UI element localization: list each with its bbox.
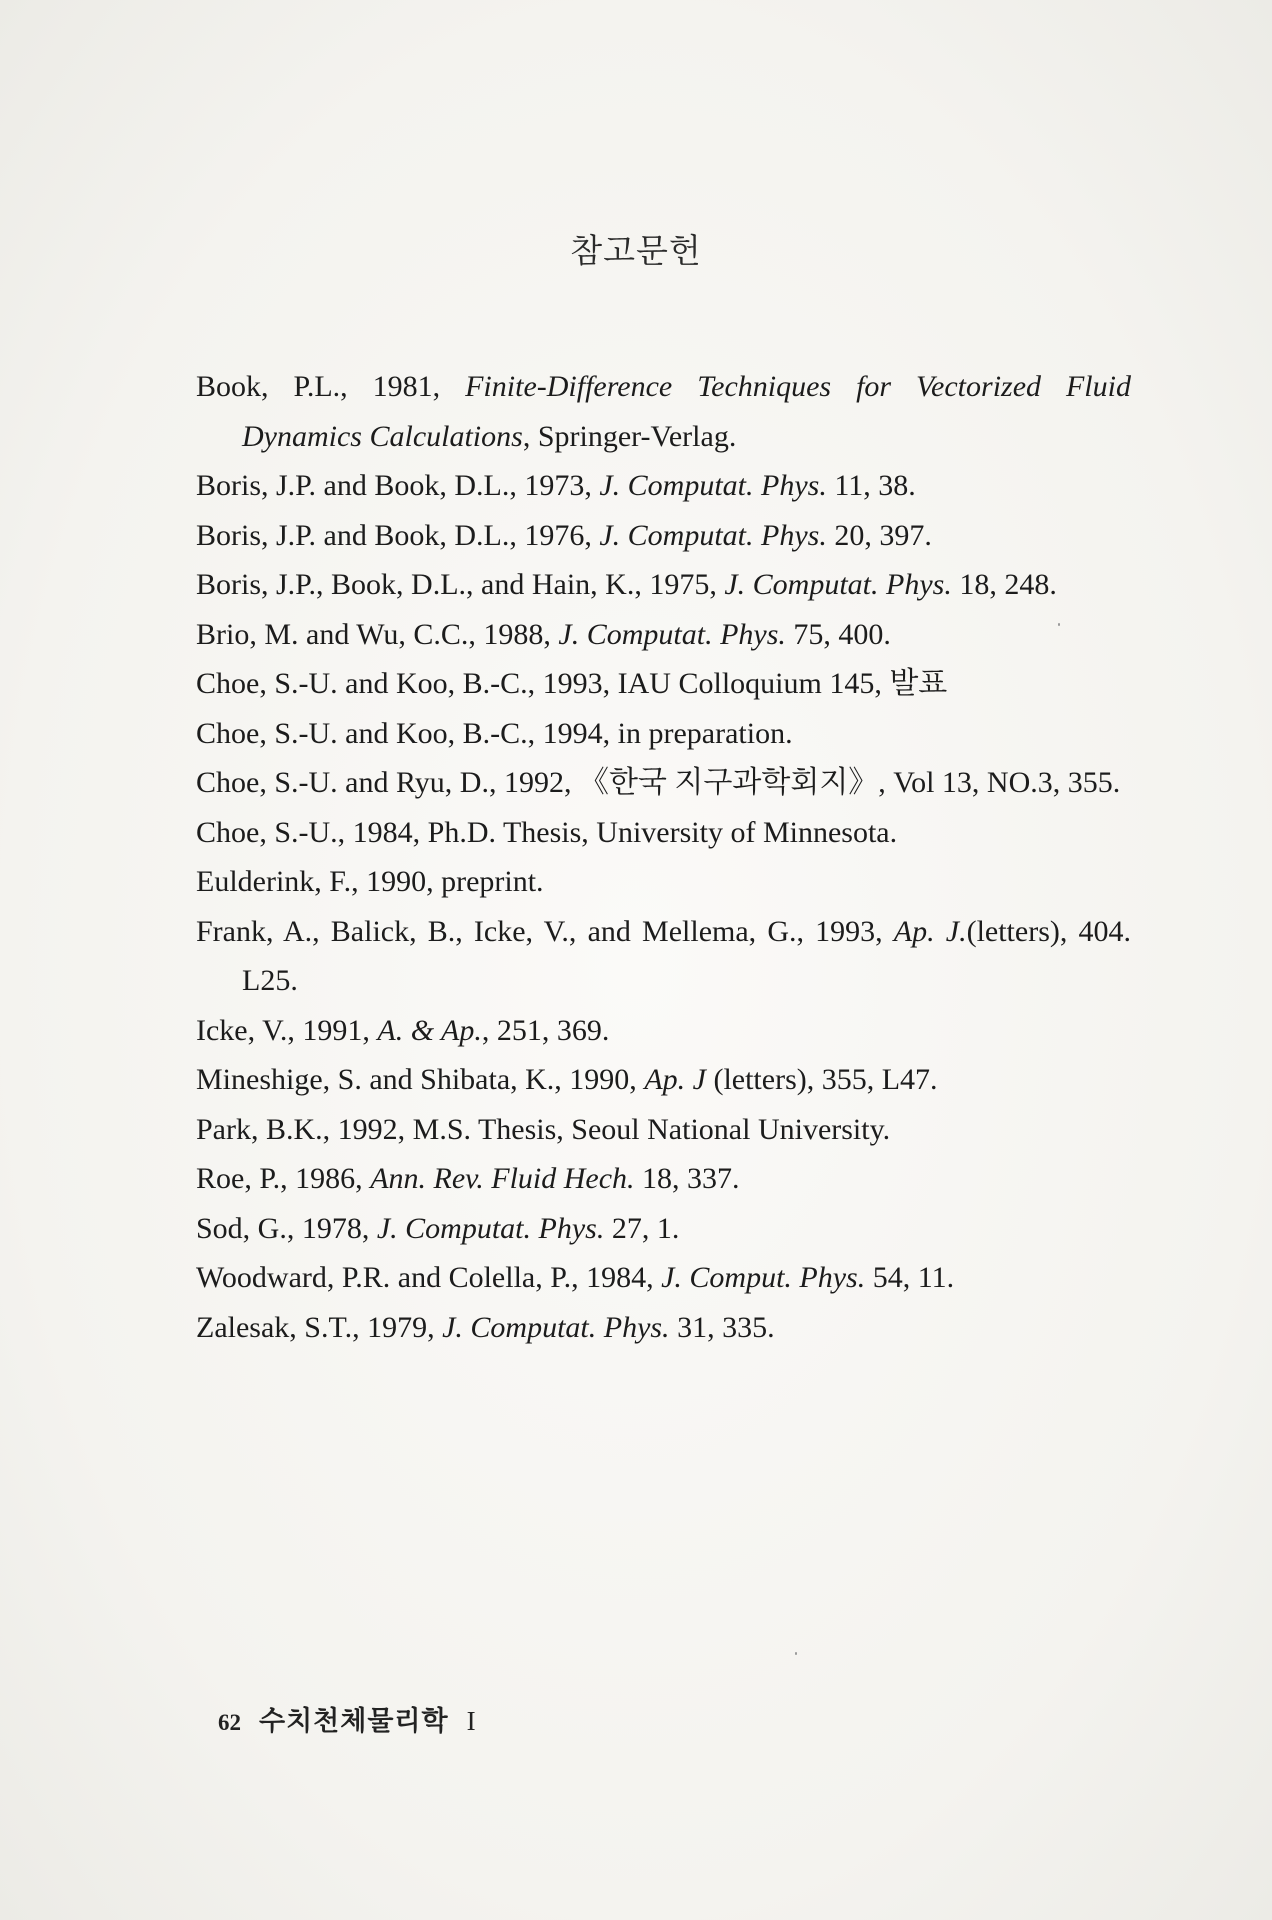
reference-item: Book, P.L., 1981, Finite-Difference Techniques for Vectorized Fluid Dynamics Calculations, Springer-Verlag. <box>196 370 1131 453</box>
reference-item: Choe, S.-U. and Ryu, D., 1992, 《한국 지구과학회지》, Vol 13, NO.3, 355. <box>196 766 1121 799</box>
reference-item: Park, B.K., 1992, M.S. Thesis, Seoul National University. <box>196 1112 891 1146</box>
volume-number: I <box>466 1706 476 1736</box>
reference-item: Boris, J.P. and Book, D.L., 1973, J. Computat. Phys. 11, 38. <box>196 469 916 502</box>
reference-item: Brio, M. and Wu, C.C., 1988, J. Computat. Phys. 75, 400. <box>196 617 891 651</box>
reference-item: Roe, P., 1986, Ann. Rev. Fluid Hech. 18, 337. <box>196 1162 740 1195</box>
reference-item: Boris, J.P. and Book, D.L., 1976, J. Computat. Phys. 20, 397. <box>196 518 932 552</box>
reference-item: Frank, A., Balick, B., Icke, V., and Mellema, G., 1993, Ap. J.(letters), 404. L25. <box>196 914 1132 997</box>
reference-item: Mineshige, S. and Shibata, K., 1990, Ap. J (letters), 355, L47. <box>196 1063 938 1096</box>
reference-item: Sod, G., 1978, J. Computat. Phys. 27, 1. <box>196 1211 680 1245</box>
page-number: 62 <box>218 1710 241 1735</box>
reference-item: Choe, S.-U., 1984, Ph.D. Thesis, University of Minnesota. <box>196 815 898 849</box>
page-title: 참고문헌 <box>570 231 702 270</box>
scan-speck <box>795 1652 797 1655</box>
page-footer <box>218 1699 476 1738</box>
reference-item: Eulderink, F., 1990, preprint. <box>196 865 544 898</box>
reference-item: Choe, S.-U. and Koo, B.-C., 1994, in preparation. <box>196 716 793 750</box>
scan-speck <box>1058 623 1060 626</box>
reference-item: Boris, J.P., Book, D.L., and Hain, K., 1975, J. Computat. Phys. 18, 248. <box>196 568 1057 601</box>
reference-list <box>196 362 1131 1352</box>
reference-item: Woodward, P.R. and Colella, P., 1984, J. Comput. Phys. 54, 11. <box>196 1261 955 1294</box>
reference-item: Icke, V., 1991, A. & Ap., 251, 369. <box>196 1013 610 1047</box>
reference-item: Zalesak, S.T., 1979, J. Computat. Phys. 31, 335. <box>196 1310 775 1344</box>
reference-item: Choe, S.-U. and Koo, B.-C., 1993, IAU Colloquium 145, 발표 <box>196 667 948 700</box>
book-title: 수치천체물리학 <box>259 1706 449 1737</box>
